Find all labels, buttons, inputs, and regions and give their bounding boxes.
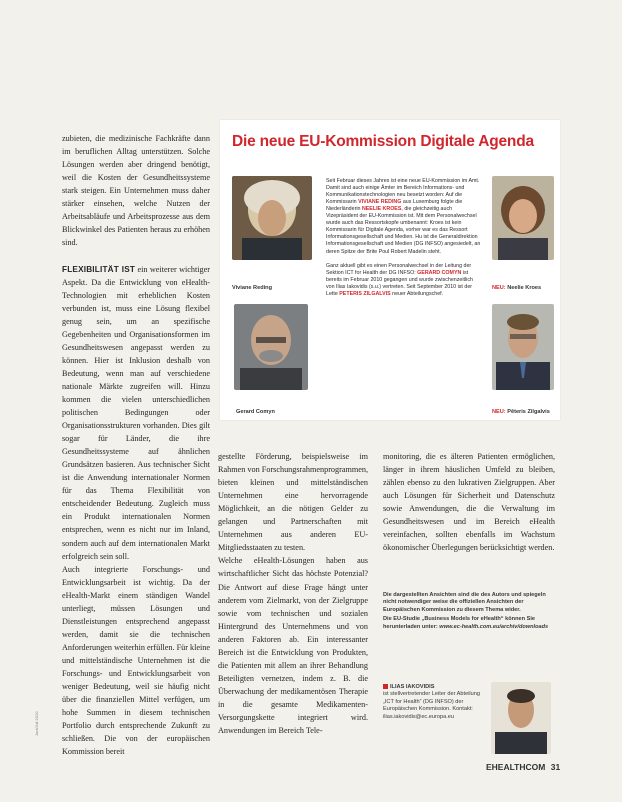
left-para-3: Auch integrierte Forschungs- und Entwicklungsarbeit ist wichtig. Da der eHealth-Markt einem ständigen Wandel unterliegt, müssen Lösungen und Dienstleistungen entsprechend angepasst werden, damit sie die technischen Anforderungen weiterhin erfüllen. Für kleine und mittelständische Unternehmen ist die Forschungs- und Entwicklungsarbeit von weniger Bedeutung, weil sie häufig nicht über die finanziellen Mittel verfügen, um hohe Summen in diesem technischen Portfolio durch entsprechende Zukunft zu schließen. Die von der europäischen Kommission bereit [62, 564, 210, 757]
disclaimer-text: Die dargestellten Ansichten sind die des Autors und spiegeln nicht notwendiger weise die offiziellen Ansichten der Europäischen Kommission zu diesem Thema wider. [383, 592, 546, 613]
box-name-kroes: NEELIE KROES [361, 206, 402, 213]
left-para-2: ein weiterer wichtiger Aspekt. Da die Entwicklung von eHealth-Technologien mit erheblichen Kosten verbunden ist, muss eine Lösung flexibel genug sein, um an spezifische Gegebenheiten und Organisationsformen im Gesundheitswesen angepasst werden zu können. Hier ist Inklusion deshalb von Bedeutung, wenn man auf verschiedene nationale Märkte zugreifen will. Hinzu kommen die vielen unterschiedlichen politischen Bedingungen oder Organisationsstrukturen vorhanden. Dies gilt sogar für Länder, die ihre Gesundheitssysteme auf ähnlichen Grundsätzen basieren. Aus technischer Sicht ist die Anwendung internationaler Normen für das Thema Flexibilität von entscheidender Bedeutung. Zugleich muss ein Produkt internationalen Normen entsprechen, wenn es nicht nur im Inland, sondern auch auf dem internationalen Markt erfolgreich sein soll. [62, 264, 210, 561]
page-number: 31 [550, 762, 561, 772]
photo-gerard-comyn [234, 304, 308, 390]
right-para-1: monitoring, die es älteren Patienten ermöglichen, länger in ihrem häuslichen Umfeld zu bleiben, zählen ebenso zu den lukrativen Zielgruppen. Aber auch Lösungen für Sicherheit und Datenschutz sowie Anwendungen, die die Verwaltung im Gesundheitswesen und im Bereich eHealth vereinfachen, sollten ebenfalls im Wachstum ökonomischer Überlegungen berücksichtigt werden. [383, 452, 555, 553]
box-text-2b: ist bereits im Februar 2010 gegangen und wurde zwischenzeitlich von Ilias Iakovidis (s.u.) vertreten. Seit September 2010 ist der Lette [326, 269, 473, 297]
right-column-text [383, 437, 555, 585]
middle-column [218, 437, 368, 759]
photo-neelie-kroes [492, 176, 554, 260]
caption-viviane-reding: Viviane Reding [232, 285, 272, 291]
box-name-zilgalvis: PETERIS ZILGALVIS [339, 290, 391, 297]
author-bio: ist stellvertretender Leiter der Abteilung „ICT for Health“ (DG INFSO) der Europäischen Kommission. Kontakt: ilias.iakovidis@ec.europa.eu [383, 691, 481, 720]
box-text-2a: Ganz aktuell gibt es einen Personalwechsel in der Leitung der Sektion ICT for Health der DG INFSO: [326, 262, 472, 276]
photo-ilias-iakovidis [491, 682, 551, 754]
caption-peteris-zilgalvis [492, 409, 550, 415]
left-para-2-lead: FLEXIBILITÄT IST [62, 264, 136, 274]
study-link[interactable]: www.ec-health.com.eu/archiv/downloads [439, 623, 549, 630]
caption-neu-label: NEU: [492, 285, 506, 291]
left-para-1: zubieten, die medizinische Fachkräfte dann im beruflichen Alltag unterstützen. Solche Lösungen werden aber dringend benötigt, weil die Kosten der Gesundheitssysteme stark steigen. Ein Unternehmen muss daher stärker einsehen, welche Nutzen der Arbeitsabläufe und Arbeitsprozesse aus dem Blickwinkel des Patienten heraus zu erhöhen sind. [62, 134, 210, 248]
box-body [326, 171, 482, 413]
box-text-2c: neuer Abteilungschef. [390, 290, 444, 297]
photo-peteris-zilgalvis [492, 304, 554, 390]
box-text-1c: , die gleichzeitig auch Vizepräsident der EU-Kommission ist. Mit dem Personalwechsel wurde auch das Ressortskopfe umbenannt: Kroes ist kein Kommissarin für Digitale Agenda, vorher war es das Ressort Informationsgesellschaft und Medien. Hu ist die Generaldirektion Informationsgesellschaft und Medien (DG INFSO) angesiedelt, an deren Spitze der Brite Poul Robert Madelin steht. [326, 206, 481, 255]
disclaimer [383, 592, 555, 631]
box-title: Die neue EU-Kommission Digitale Agenda [232, 133, 534, 150]
info-box [220, 120, 560, 420]
page-footer [486, 762, 560, 772]
box-text-1a: Seit Februar dieses Jahres ist eine neue EU-Kommission im Amt. Damit sind auch einige Ämter im Bereich Informations- und Kommunikationstechnologien neu besetzt worden: Auf die Kommissarin [326, 178, 480, 206]
mid-para-1: gestellte Förderung, beispielsweise im Rahmen von Forschungsrahmenprogrammen, bieten kleinen und mittelständischen Unternehmen eine hervorragende Möglichkeit, an die nötigen Gelder zu gelangen und Partnerschaften mit Unternehmen aus anderen EU-Mitgliedsstaaten zu testen. [218, 452, 368, 553]
author-box [383, 684, 555, 760]
caption-gerard-comyn: Gerard Comyn [236, 409, 275, 415]
box-name-reding: VIVIANE REDING [358, 199, 402, 206]
study-note [383, 616, 555, 631]
study-text: Die EU-Studie „Business Models for eHealth“ können Sie herunterladen unter: [383, 616, 535, 630]
mid-para-2: Welche eHealth-Lösungen haben aus wirtschaftlicher Sicht das höchste Potenzial? Die Antwort auf diese Frage hängt unter anderem vom Zielmarkt, von der Zielgruppe sowie vom technischen und sozialen Hintergrund des Unternehmens und von anderen Faktoren ab. Ein interessanter Bereich ist die Entwicklung von Produkten, die Patienten mit allem an ihrer Behandlung Beteiligten vernetzen, indem z. B. die Überwachung der medikamentösen Therapie in die gesamte Medikamenten-Versorgungskette integriert wird. Anwendungen im Bereich Tele- [218, 556, 368, 736]
magazine-name: EHEALTHCOM [486, 762, 546, 772]
margin-note: Juni/Juli 2010 [34, 711, 39, 736]
caption-neu-label-2: NEU: [492, 409, 506, 415]
caption-kroes-name: Neelie Kroes [505, 285, 542, 291]
caption-neelie-kroes [492, 285, 541, 291]
box-name-comyn: GERARD COMYN [417, 269, 462, 276]
photo-viviane-reding [232, 176, 312, 260]
caption-zilgalvis-name: Pēteris Zilgalvis [505, 409, 550, 415]
red-square-bullet-icon [383, 684, 388, 689]
left-column [62, 119, 210, 759]
box-text-1b: aus Luxemburg folgte die Niederländerin [326, 199, 463, 213]
author-name: ILIAS IAKOVIDIS [390, 684, 435, 690]
author-text [383, 684, 487, 721]
